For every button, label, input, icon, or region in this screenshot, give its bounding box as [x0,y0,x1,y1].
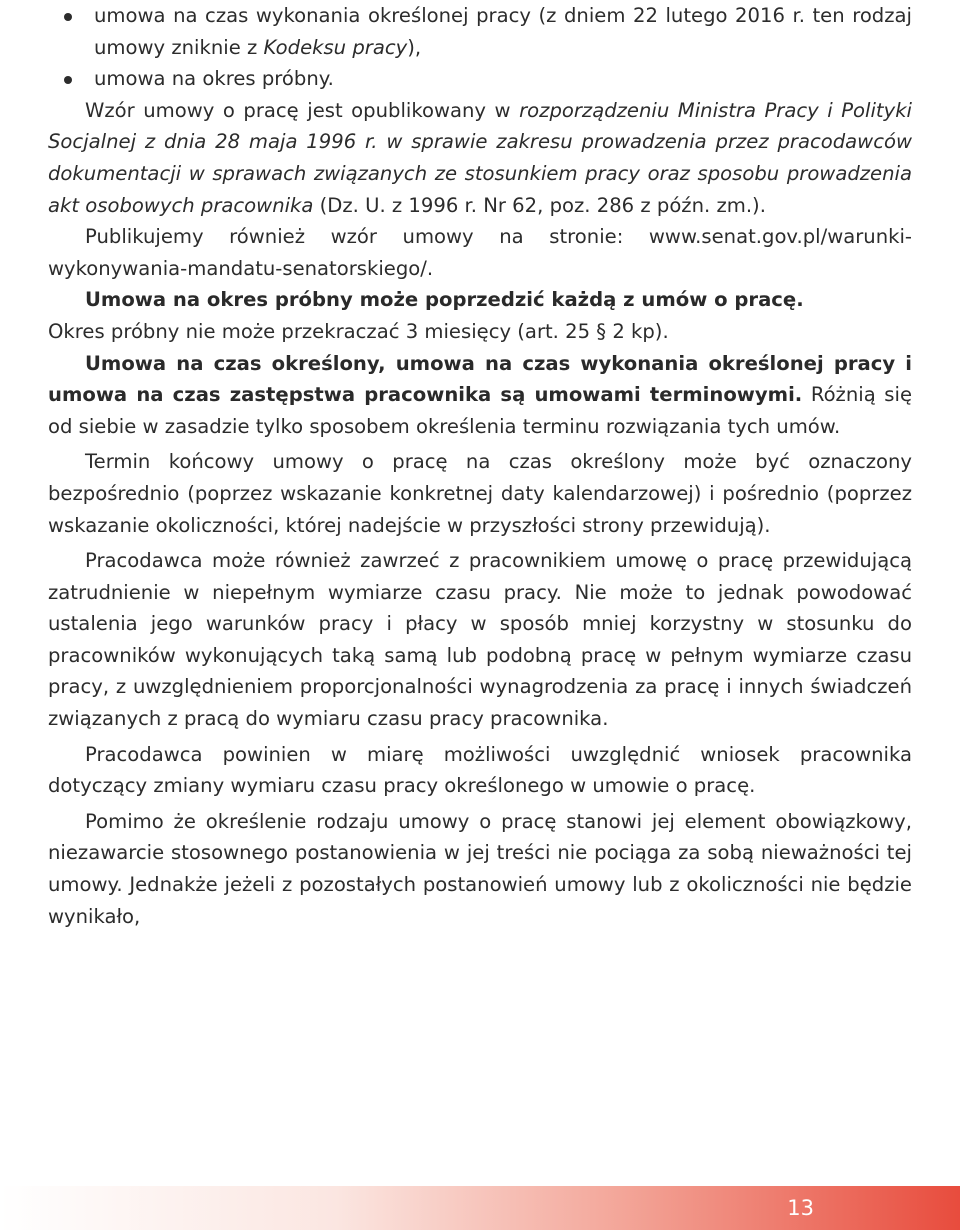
paragraph-trial-period: Umowa na okres próbny może poprzedzić każdą z umów o pracę. Okres próbny nie może przekraczać 3 miesięcy (art. 25 § 2 kp). [48,288,804,343]
bullet-list [48,0,912,95]
paragraph-regulation: Wzór umowy o pracę jest opublikowany w rozporządzeniu Ministra Pracy i Polityki Socjalnej z dnia 28 maja 1996 r. w sprawie zakresu prowadzenia przez pracodawców dokumentacji w sprawach związanych ze stosunkiem pracy oraz sposobu prowadzenia akt osobowych pracownika (Dz. U. z 1996 r. Nr 62, poz. 286 z późn. zm.). [48,98,912,217]
paragraph-request: Pracodawca powinien w miarę możliwości uwzględnić wniosek pracownika dotyczący zmiany wymiaru czasu pracy określonego w umowie o pracę. [48,742,912,798]
page-number: 13 [787,1196,814,1220]
footer-bar [0,1186,960,1230]
paragraph-contract-type: Pomimo że określenie rodzaju umowy o pracę stanowi jej element obowiązkowy, niezawarcie stosownego postanowienia w jej treści nie pociąga za sobą nieważności tej umowy. Jednakże jeżeli z pozostałych postanowień umowy lub z okoliczności nie będzie wynikało, [48,809,912,928]
paragraph-end-date: Termin końcowy umowy o pracę na czas określony może być oznaczony bezpośrednio (poprzez wskazanie konkretnej daty kalendarzowej) i pośrednio (poprzez wskazanie okoliczności, której nadejście w przyszłości strony przewidują). [48,450,912,537]
paragraph-fixed-term: Umowa na czas określony, umowa na czas wykonania określonej pracy i umowa na czas zastępstwa pracownika są umowami terminowymi. Różnią się od siebie w zasadzie tylko sposobem określenia terminu rozwiązania tych umów. [48,351,912,438]
paragraph-website: Publikujemy również wzór umowy na stronie: www.senat.gov.pl/warunki-wykonywania-mandatu-senatorskiego/. [48,225,912,280]
paragraph-part-time: Pracodawca może również zawrzeć z pracownikiem umowę o pracę przewidującą zatrudnienie w niepełnym wymiarze czasu pracy. Nie może to jednak powodować ustalenia jego warunków pracy i płacy w sposób mniej korzystny w stosunku do pracowników wykonujących taką samą lub podobną pracę w pełnym wymiarze czasu pracy, z uwzględnieniem proporcjonalności wynagrodzenia za pracę i innych świadczeń związanych z pracą do wymiaru czasu pracy pracownika. [48,549,912,731]
list-item: umowa na okres próbny. [48,63,912,95]
list-item: umowa na czas wykonania określonej pracy (z dniem 22 lutego 2016 r. ten rodzaj umowy zniknie z Kodeksu pracy), [48,0,912,63]
document-body [48,0,912,932]
